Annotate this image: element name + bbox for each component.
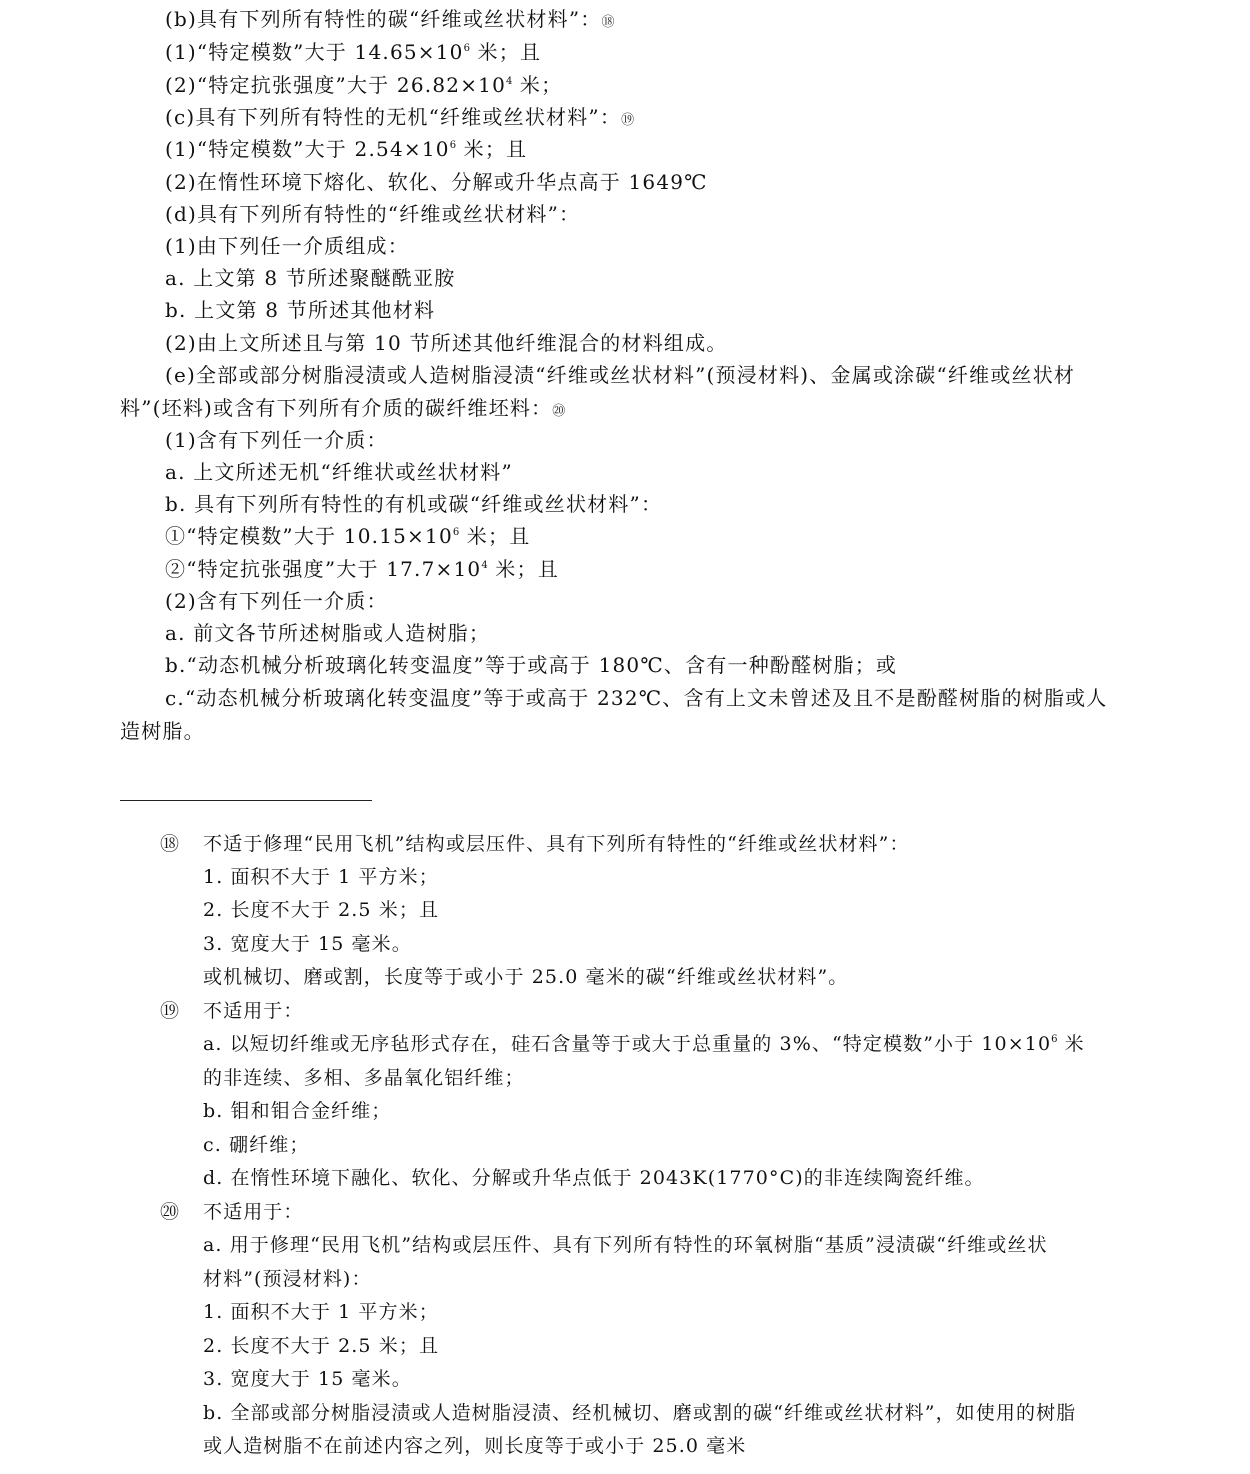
clause-e-heading-line1: (e)全部或部分树脂浸渍或人造树脂浸渍“纤维或丝状材料”(预浸材料)、金属或涂碳“纤维或丝状材	[165, 363, 1076, 387]
clause-d1b: b. 上文第 8 节所述其他材料	[165, 298, 436, 322]
footnote-19-line: b. 钼和钼合金纤维；	[203, 1100, 392, 1122]
footnote-19-line: a. 以短切纤维或无序毡形式存在，硅石含量等于或大于总重量的 3%、“特定模数”小于 $10\times 10^6$ 米	[203, 1033, 1085, 1055]
clause-e2a: a. 前文各节所述树脂或人造树脂；	[165, 621, 491, 645]
footnote-20-mark: ⑳	[160, 1201, 181, 1223]
footnote-18-line: 或机械切、磨或割，长度等于或小于 25.0 毫米的碳“纤维或丝状材料”。	[203, 966, 849, 988]
footnote-18-line: 2. 长度不大于 2.5 米；且	[203, 899, 440, 921]
clause-e2b: b.“动态机械分析玻璃化转变温度”等于或高于 180℃、含有一种酚醛树脂；或	[165, 653, 898, 677]
clause-c-heading: (c)具有下列所有特性的无机“纤维或丝状材料”：⑲	[165, 105, 635, 129]
footnote-19-line: 的非连续、多相、多晶氧化铝纤维；	[203, 1067, 525, 1089]
clause-b2: (2)“特定抗张强度”大于 $26.82\times 10^4$ 米；	[165, 73, 563, 97]
clause-d1: (1)由下列任一介质组成：	[165, 234, 409, 258]
clause-d2: (2)由上文所述且与第 10 节所述其他纤维混合的材料组成。	[165, 331, 728, 355]
footnote-ref-19[interactable]: ⑲	[621, 113, 635, 128]
footnote-20-line: 不适用于：	[203, 1201, 304, 1223]
footnote-20-line: 3. 宽度大于 15 毫米。	[203, 1368, 412, 1390]
clause-d1a: a. 上文第 8 节所述聚醚酰亚胺	[165, 266, 456, 290]
clause-e1: (1)含有下列任一介质：	[165, 428, 388, 452]
footnote-18-line: 1. 面积不大于 1 平方米；	[203, 866, 439, 888]
footnote-20-line: 材料”(预浸材料)：	[203, 1268, 372, 1290]
clause-e1b-ii: ②“特定抗张强度”大于 $17.7\times 10^4$ 米；且	[165, 557, 559, 581]
footnote-20-line: a. 用于修理“民用飞机”结构或层压件、具有下列所有特性的环氧树脂“基质”浸渍碳“纤维或丝状	[203, 1234, 1048, 1256]
clause-e1a: a. 上文所述无机“纤维状或丝状材料”	[165, 460, 513, 484]
clause-e1b: b. 具有下列所有特性的有机或碳“纤维或丝状材料”：	[165, 492, 663, 516]
footnote-19-line: c. 硼纤维；	[203, 1134, 310, 1156]
footnote-20-line: 1. 面积不大于 1 平方米；	[203, 1301, 439, 1323]
footnote-ref-20[interactable]: ⑳	[552, 404, 566, 419]
footnote-separator	[120, 800, 372, 801]
footnote-19-line: 不适用于：	[203, 1000, 304, 1022]
footnote-19-line: d. 在惰性环境下融化、软化、分解或升华点低于 2043K(1770°C)的非连续陶瓷纤维。	[203, 1167, 985, 1189]
footnote-19-mark: ⑲	[160, 1000, 181, 1022]
footnote-ref-18[interactable]: ⑱	[601, 15, 615, 30]
clause-c1: (1)“特定模数”大于 $2.54\times 10^6$ 米；且	[165, 137, 528, 161]
clause-b-heading: (b)具有下列所有特性的碳“纤维或丝状材料”：⑱	[165, 7, 615, 31]
clause-d-heading: (d)具有下列所有特性的“纤维或丝状材料”：	[165, 202, 581, 226]
footnote-18-line: 不适于修理“民用飞机”结构或层压件、具有下列所有特性的“纤维或丝状材料”：	[203, 833, 910, 855]
clause-c2: (2)在惰性环境下熔化、软化、分解或升华点高于 1649℃	[165, 170, 708, 194]
footnote-20-line: 2. 长度不大于 2.5 米；且	[203, 1335, 440, 1357]
clause-b1: (1)“特定模数”大于 $14.65\times 10^6$ 米；且	[165, 40, 542, 64]
clause-e-heading-line2: 料”(坯料)或含有下列所有介质的碳纤维坯料：⑳	[120, 396, 566, 420]
clause-e1b-i: ①“特定模数”大于 $10.15\times 10^6$ 米；且	[165, 524, 531, 548]
clause-e2c-line1: c.“动态机械分析玻璃化转变温度”等于或高于 232℃、含有上文未曾述及且不是酚醛树脂的树脂或人	[165, 686, 1108, 710]
footnote-20-line: 或人造树脂不在前述内容之列，则长度等于或小于 25.0 毫米	[203, 1435, 747, 1457]
footnote-20-line: b. 全部或部分树脂浸渍或人造树脂浸渍、经机械切、磨或割的碳“纤维或丝状材料”，如使用的树脂	[203, 1402, 1077, 1424]
clause-e2: (2)含有下列任一介质：	[165, 589, 388, 613]
footnote-18-line: 3. 宽度大于 15 毫米。	[203, 933, 412, 955]
footnote-18-mark: ⑱	[160, 833, 181, 855]
clause-e2c-line2: 造树脂。	[120, 719, 205, 743]
